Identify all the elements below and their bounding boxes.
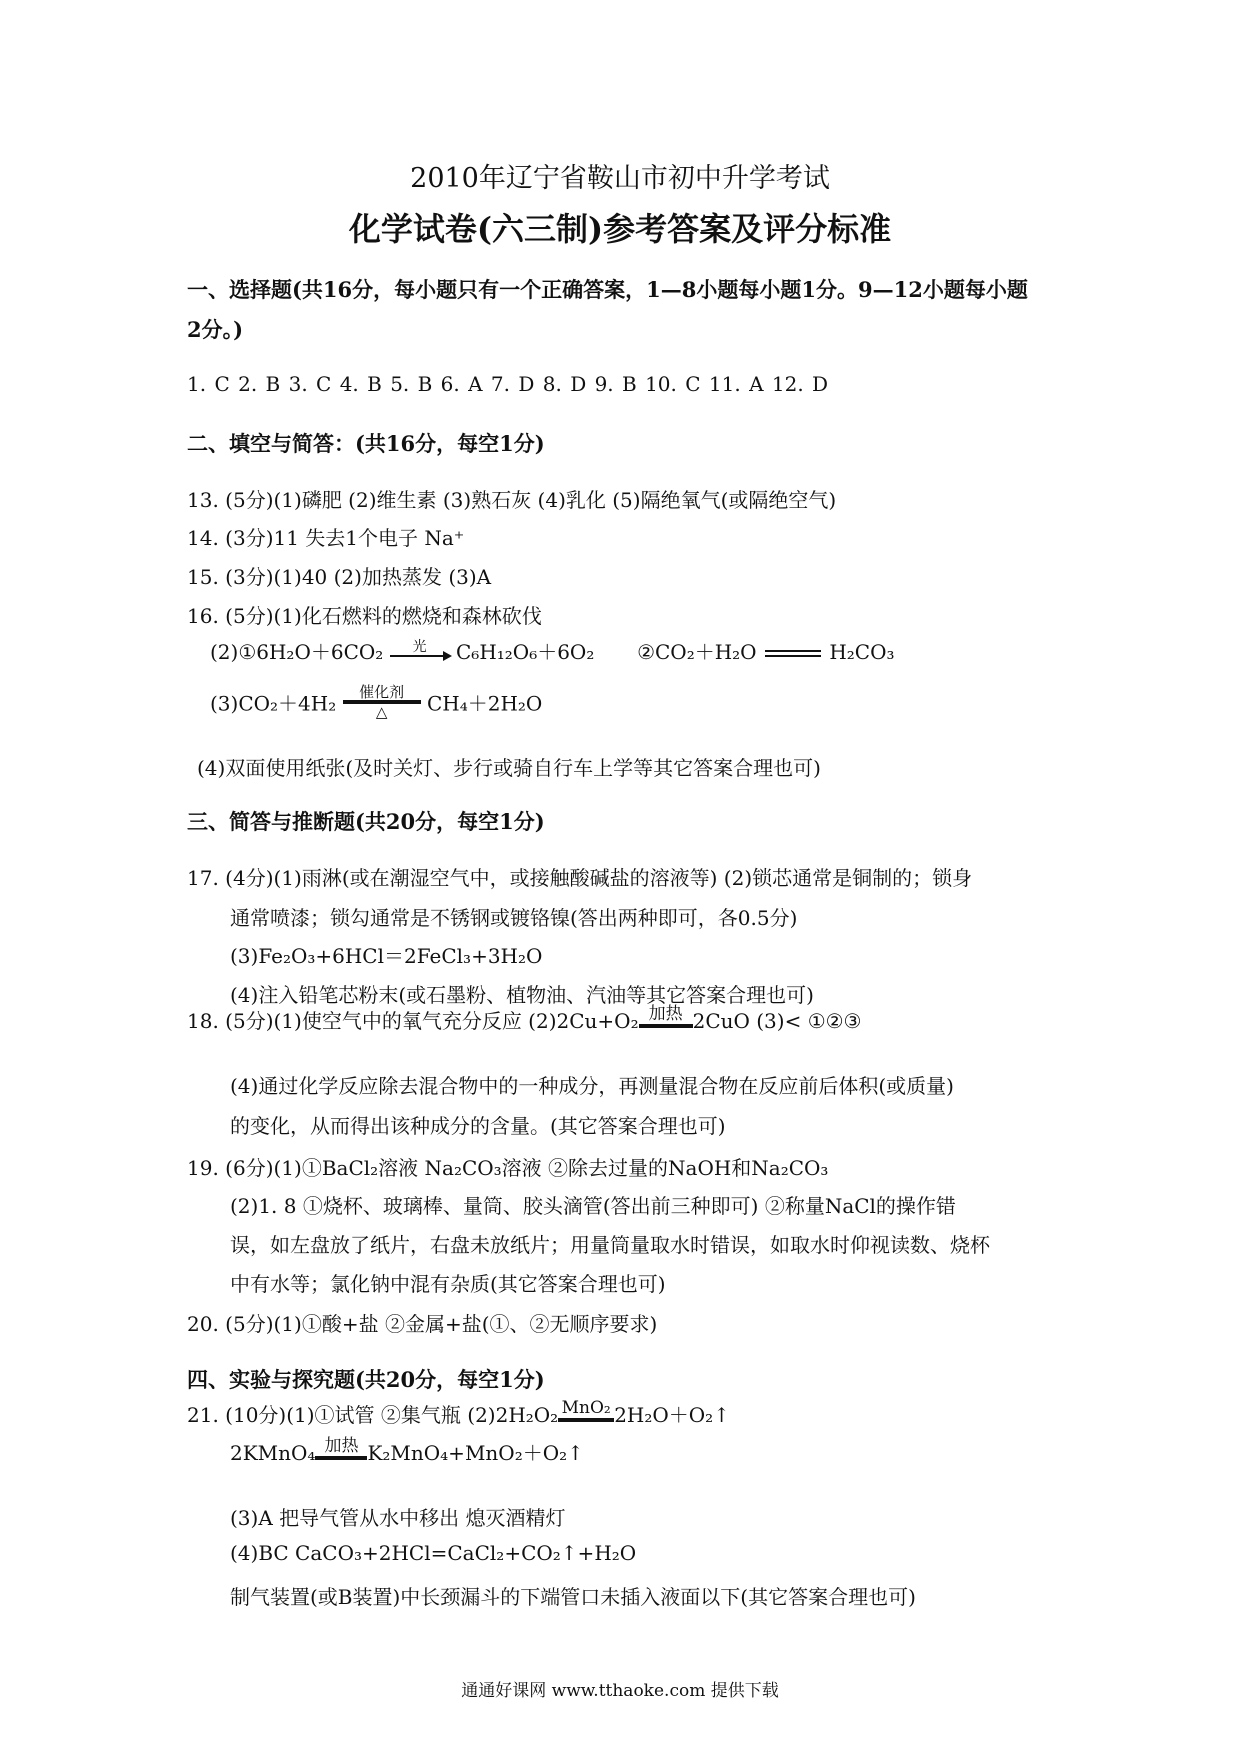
condition-catalyst: 催化剂 <box>359 683 405 701</box>
answer-18-line2: (4)通过化学反应除去混合物中的一种成分，再测量混合物在反应前后体积(或质量) <box>230 1074 954 1098</box>
answer-17-line4: (4)注入铅笔芯粉末(或石墨粉、植物油、汽油等其它答案合理也可) <box>230 983 814 1007</box>
reaction-condition <box>639 1004 693 1034</box>
condition-heating: 加热 <box>324 1436 359 1456</box>
answer-16-3-equation <box>210 684 542 720</box>
condition-light: 光 <box>412 639 427 655</box>
answer-18-line1 <box>187 1004 862 1034</box>
reaction-condition <box>315 1436 367 1466</box>
section-1-heading-cont: 2分。) <box>187 317 244 342</box>
reaction-arrow <box>390 639 450 665</box>
answer-14: 14. (3分)11 失去1个电子 Na⁺ <box>187 526 465 550</box>
answer-15: 15. (3分)(1)40 (2)加热蒸发 (3)A <box>187 565 492 589</box>
answer-17-line3: (3)Fe₂O₃+6HCl＝2FeCl₃+3H₂O <box>230 944 543 968</box>
answer-16-4: (4)双面使用纸张(及时关灯、步行或骑自行车上学等其它答案合理也可) <box>197 756 821 780</box>
answer-21-right: 2H₂O＋O₂↑ <box>614 1403 730 1427</box>
condition-heat: △ <box>375 703 388 721</box>
answer-21-products: K₂MnO₄+MnO₂＋O₂↑ <box>367 1441 584 1465</box>
eq-photosynthesis-reactants: (2)①6H₂O＋6CO₂ <box>210 640 384 664</box>
answer-21-line5: 制气装置(或B装置)中长颈漏斗的下端管口未插入液面以下(其它答案合理也可) <box>230 1585 916 1609</box>
answer-19-line1: 19. (6分)(1)①BaCl₂溶液 Na₂CO₃溶液 ②除去过量的NaOH和Na₂CO₃ <box>187 1156 829 1180</box>
condition-heating: 加热 <box>648 1004 683 1024</box>
answer-19-line3: 误，如左盘放了纸片，右盘未放纸片；用量筒量取水时错误，如取水时仰视读数、烧杯 <box>230 1233 990 1257</box>
section-2-heading: 二、填空与简答：(共16分，每空1分) <box>187 431 545 456</box>
answer-16: 16. (5分)(1)化石燃料的燃烧和森林砍伐 <box>187 604 542 628</box>
eq-carbonic-products: H₂CO₃ <box>829 640 895 664</box>
eq-methanation-reactants: (3)CO₂＋4H₂ <box>210 691 337 716</box>
eq-photosynthesis-products: C₆H₁₂O₆＋6O₂ <box>456 640 595 664</box>
section-1-heading: 一、选择题(共16分，每小题只有一个正确答案，1—8小题每小题1分。9—12小题每小题 <box>187 277 1028 302</box>
page-title: 2010年辽宁省鞍山市初中升学考试 <box>410 163 830 194</box>
eq-carbonic-reactants: ②CO₂＋H₂O <box>637 640 757 664</box>
answer-13: 13. (5分)(1)磷肥 (2)维生素 (3)熟石灰 (4)乳化 (5)隔绝氧气(或隔绝空气) <box>187 488 837 512</box>
condition-catalyst-mno2: MnO₂ <box>561 1398 611 1418</box>
answer-19-line2: (2)1. 8 ①烧杯、玻璃棒、量筒、胶头滴管(答出前三种即可) ②称量NaCl的操作错 <box>230 1194 956 1218</box>
equals-sign <box>765 650 821 657</box>
answer-17-line2: 通常喷漆；锁勾通常是不锈钢或镀铬镍(答出两种即可，各0.5分) <box>230 906 798 930</box>
reaction-condition <box>558 1398 614 1428</box>
answer-21-left: 21. (10分)(1)①试管 ②集气瓶 (2)2H₂O₂ <box>187 1403 559 1427</box>
answer-16-2-equations <box>210 636 895 665</box>
answer-17-line1: 17. (4分)(1)雨淋(或在潮湿空气中，或接触酸碱盐的溶液等) (2)锁芯通常是铜制的；锁身 <box>187 866 973 890</box>
footer-source: 通通好课网 www.tthaoke.com 提供下载 <box>461 1681 779 1701</box>
answer-21-line1 <box>187 1398 730 1428</box>
answer-18-line3: 的变化，从而得出该种成分的含量。(其它答案合理也可) <box>230 1114 726 1138</box>
answer-21-line2 <box>230 1436 584 1466</box>
answer-18-left: 18. (5分)(1)使空气中的氧气充分反应 (2)2Cu+O₂ <box>187 1009 639 1033</box>
answer-19-line4: 中有水等；氯化钠中混有杂质(其它答案合理也可) <box>230 1272 666 1296</box>
answer-21-line4: (4)BC CaCO₃+2HCl=CaCl₂+CO₂↑+H₂O <box>230 1541 637 1565</box>
answer-21-kmno4: 2KMnO₄ <box>230 1441 316 1465</box>
answer-20: 20. (5分)(1)①酸+盐 ②金属+盐(①、②无顺序要求) <box>187 1312 658 1336</box>
section-4-heading: 四、实验与探究题(共20分，每空1分) <box>187 1367 545 1392</box>
choice-answers: 1. C 2. B 3. C 4. B 5. B 6. A 7. D 8. D 9. B 10. C 11. A 12. D <box>187 372 829 396</box>
page-subtitle: 化学试卷(六三制)参考答案及评分标准 <box>348 210 892 248</box>
eq-methanation-products: CH₄＋2H₂O <box>426 691 543 716</box>
reaction-condition <box>343 684 421 720</box>
section-3-heading: 三、简答与推断题(共20分，每空1分) <box>187 809 545 834</box>
answer-18-right: 2CuO (3)< ①②③ <box>692 1009 862 1033</box>
answer-21-line3: (3)A 把导气管从水中移出 熄灭酒精灯 <box>230 1506 566 1530</box>
